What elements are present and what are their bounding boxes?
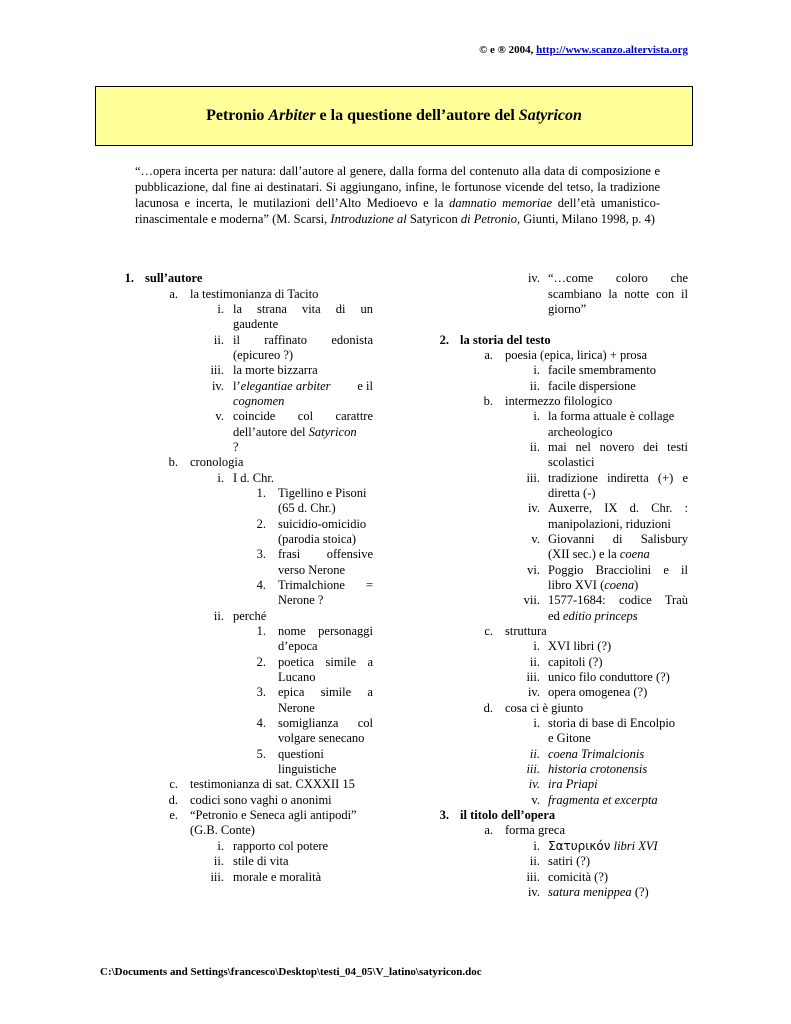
list-item-cont: d’epoca: [278, 639, 318, 653]
list-item-cont: Lucano: [278, 670, 316, 684]
list-item-cont: (parodia stoica): [278, 532, 357, 546]
page-title: Petronio Arbiter e la questione dell’autore del Satyricon: [206, 107, 582, 124]
list-item-cont: manipolazioni, riduzioni: [548, 517, 671, 531]
list-item-cont: libro XVI (coena): [548, 578, 639, 592]
list-item-cont: (XII sec.) e la coena: [548, 547, 650, 561]
list-item-cont: scolastici: [548, 455, 595, 469]
file-path-footer: C:\Documents and Settings\francesco\Desktop\testi_04_05\V_latino\satyricon.doc: [100, 966, 482, 978]
title-box: [95, 86, 693, 146]
site-link[interactable]: http://www.scanzo.altervista.org: [536, 44, 688, 56]
list-item-cont: (epicureo ?): [233, 348, 294, 362]
list-item-cont: ed editio princeps: [548, 609, 638, 623]
list-item-cont: cognomen: [233, 394, 285, 408]
list-item-cont: Nerone: [278, 701, 315, 715]
list-item-cont: diretta (-): [548, 486, 596, 500]
list-item-cont: gaudente: [233, 317, 279, 331]
intro-quote: “…opera incerta per natura: dall’autore al genere, dalla forma del contenuto alla data di composizione e pubblicazione, dal fine ai destinatari. Si aggiungano, infine, le fortunose vicende del tetso, la tradizione lacunosa e incerta, le mutilazioni dell’Alto Medioevo e la damnatio memoriae dell’età umanistico-rinascimentale e moderna” (M. Scarsi, Introduzione al Satyricon di Petronio, Giunti, Milano 1998, p. 4): [135, 164, 660, 226]
list-item-cont: scambiano la notte con il: [548, 287, 688, 301]
list-item-cont: (G.B. Conte): [190, 823, 255, 837]
list-item-cont: archeologico: [548, 425, 613, 439]
list-item-cont: Nerone ?: [278, 593, 324, 607]
list-item-cont: linguistiche: [278, 762, 337, 776]
list-item-cont: dell’autore del Satyricon: [233, 425, 357, 439]
list-item-cont: (65 d. Chr.): [278, 501, 336, 515]
copyright-text: © e ® 2004,: [479, 44, 534, 56]
list-item-cont: e Gitone: [548, 731, 591, 745]
copyright-line: [479, 44, 688, 56]
list-item-cont: verso Nerone: [278, 563, 345, 577]
list-item-cont: volgare senecano: [278, 731, 365, 745]
list-item-cont: ?: [233, 440, 239, 454]
list-item-cont: giorno”: [548, 302, 587, 316]
